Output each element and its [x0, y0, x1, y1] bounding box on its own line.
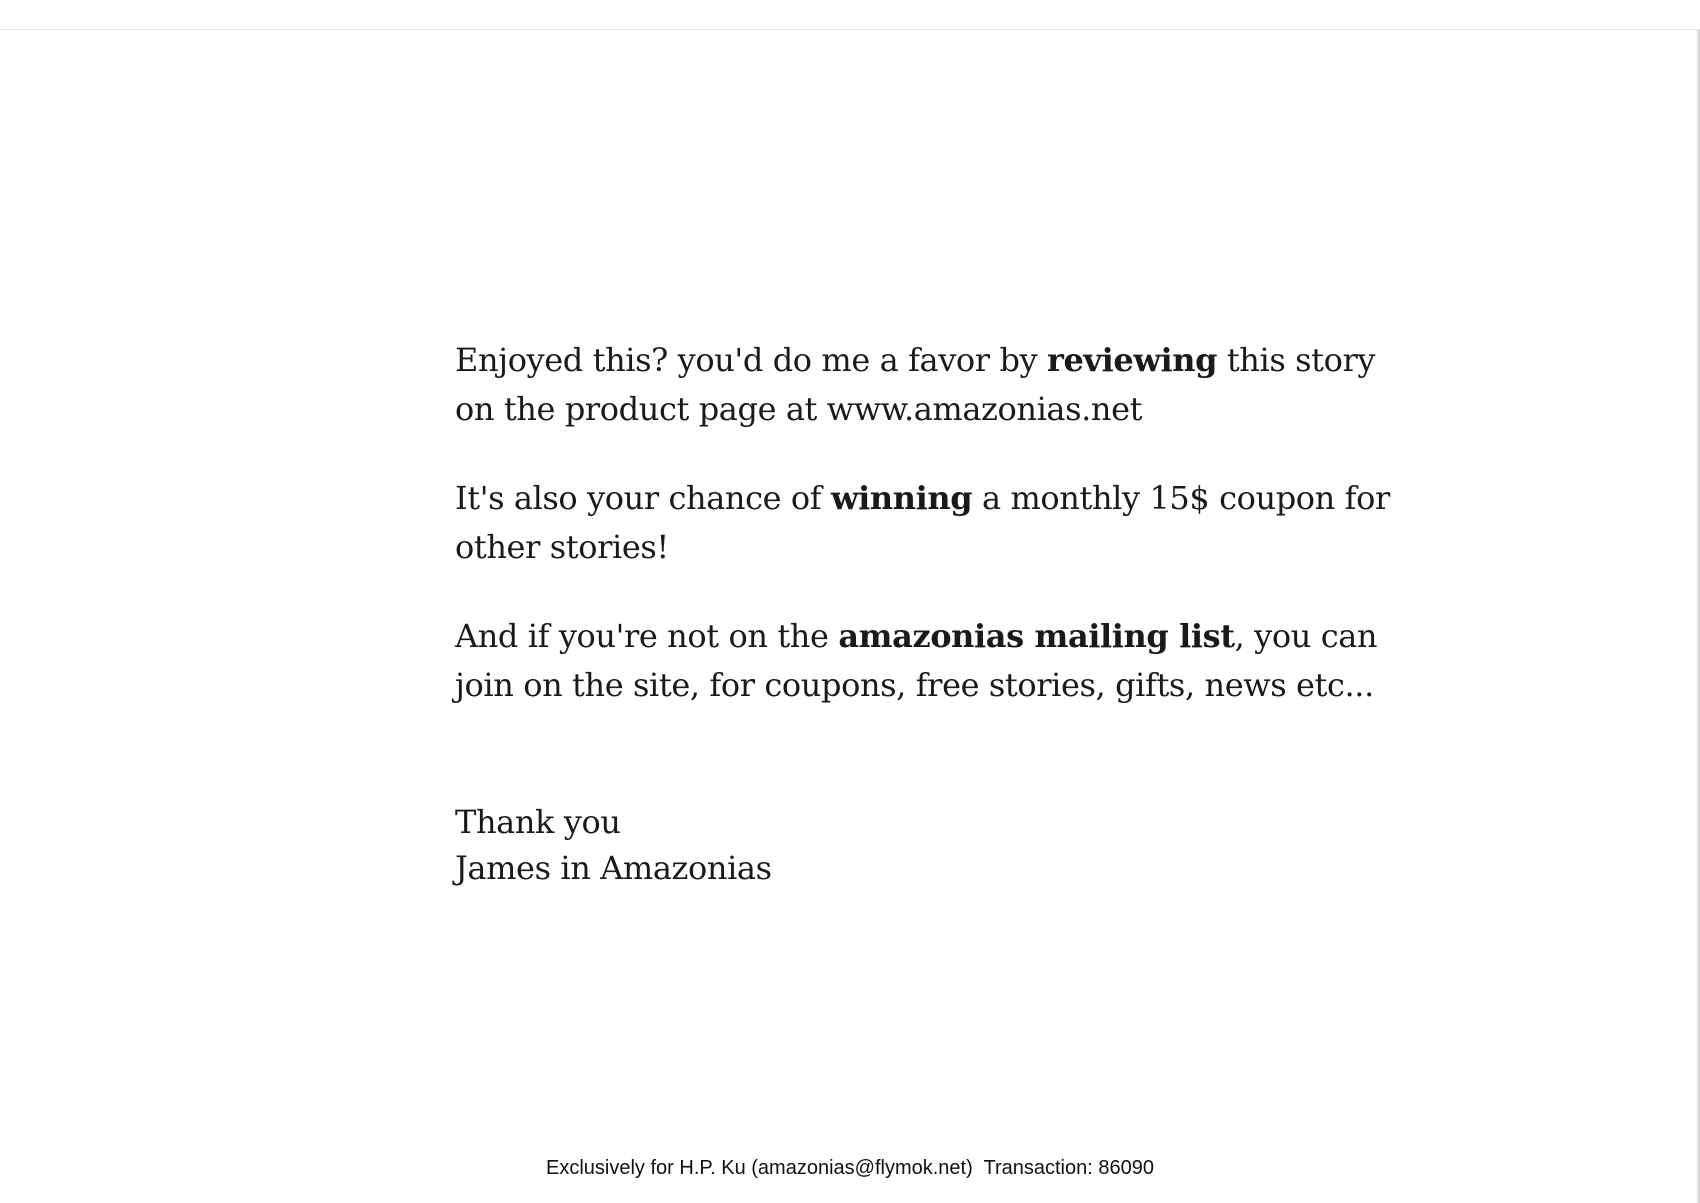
mailing-line-2: join on the site, for coupons, free stories, gifts, news etc...: [455, 666, 1374, 704]
reviewing-emphasis: reviewing: [1046, 341, 1218, 379]
thank-you-line: Thank you: [455, 803, 621, 841]
document-page: [0, 30, 1696, 1203]
signoff: [455, 799, 1355, 891]
letter-body: [455, 336, 1390, 891]
signature-line: James in Amazonias: [455, 849, 772, 887]
license-footer: Exclusively for H.P. Ku (amazonias@flymok.net) Transaction: 86090: [546, 1157, 1154, 1179]
review-paragraph: [455, 336, 1376, 434]
coupon-line-2: other stories!: [455, 528, 669, 566]
mailing-line-1: And if you're not on the amazonias mailing list, you can: [455, 617, 1378, 655]
mailing-list-emphasis: amazonias mailing list: [838, 617, 1235, 655]
coupon-line-1: It's also your chance of winning a monthly 15$ coupon for: [455, 479, 1390, 517]
review-line-1: Enjoyed this? you'd do me a favor by reviewing this story: [455, 341, 1376, 379]
mailing-list-paragraph: [455, 612, 1378, 710]
page-edge-shadow: [1696, 30, 1700, 1203]
coupon-paragraph: [455, 474, 1390, 572]
review-line-2: on the product page at www.amazonias.net: [455, 390, 1143, 428]
winning-emphasis: winning: [831, 479, 973, 517]
